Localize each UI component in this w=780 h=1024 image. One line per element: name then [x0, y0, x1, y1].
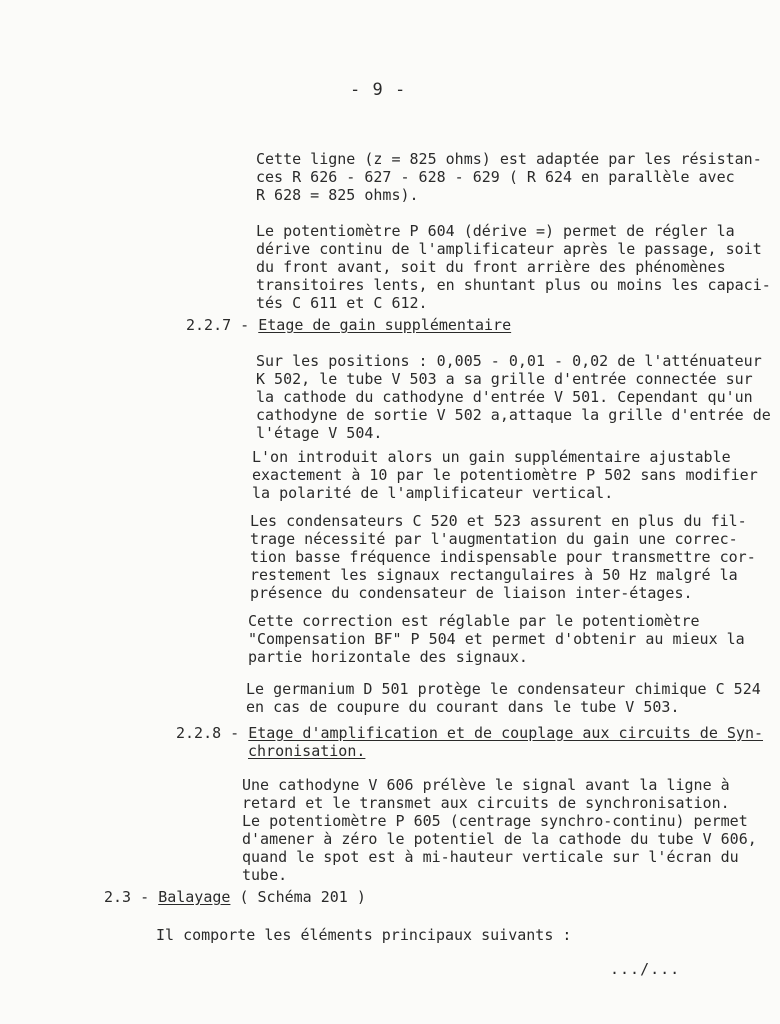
paragraph: L'on introduit alors un gain supplémentaire ajustable exactement à 10 par le potentiomètre P 502 sans modifier la polarité de l'amplificateur vertical.: [252, 448, 758, 502]
continuation-mark: .../...: [610, 960, 681, 978]
paragraph: Cette correction est réglable par le potentiomètre "Compensation BF" P 504 et permet d'obtenir au mieux la partie horizontale des signaux.: [248, 612, 745, 666]
paragraph: Cette ligne (z = 825 ohms) est adaptée par les résistan- ces R 626 - 627 - 628 - 629 ( R 624 en parallèle avec R 628 = 825 ohms).: [256, 150, 762, 204]
paragraph: Les condensateurs C 520 et 523 assurent en plus du fil- trage nécessité par l'augmentation du gain une correc- tion basse fréquence indispensable pour transmettre cor- restement les signaux rectangulaires à 50 Hz malgré la présence du condensateur de liaison inter-étages.: [250, 512, 756, 602]
page-number: - 9 -: [350, 80, 407, 100]
section-heading-2-2-7: 2.2.7 - Etage de gain supplémentaire: [186, 316, 512, 334]
paragraph: Une cathodyne V 606 prélève le signal avant la ligne à retard et le transmet aux circuits de synchronisation. Le potentiomètre P 605 (centrage synchro-continu) permet d'amener à zéro le potentiel de la cathode du tube V 606, quand le spot est à mi-hauteur verticale sur l'écran du tube.: [242, 776, 757, 884]
section-heading-2-2-8: 2.2.8 - Etage d'amplification et de couplage aux circuits de Syn- chronisation.: [176, 724, 764, 760]
paragraph: Le germanium D 501 protège le condensateur chimique C 524 en cas de coupure du courant dans le tube V 503.: [246, 680, 761, 716]
paragraph: Sur les positions : 0,005 - 0,01 - 0,02 de l'atténuateur K 502, le tube V 503 a sa grille d'entrée connectée sur la cathode du cathodyne d'entrée V 501. Cependant qu'un cathodyne de sortie V 502 a,attaque la grille d'entrée de l'étage V 504.: [256, 352, 771, 442]
section-heading-2-3: 2.3 - Balayage ( Schéma 201 ): [104, 888, 366, 906]
paragraph: Le potentiomètre P 604 (dérive =) permet de régler la dérive continu de l'amplificateur après le passage, soit du front avant, soit du front arrière des phénomènes transitoires lents, en shuntant plus ou moins les capaci- tés C 611 et C 612.: [256, 222, 771, 312]
paragraph: Il comporte les éléments principaux suivants :: [156, 926, 572, 944]
